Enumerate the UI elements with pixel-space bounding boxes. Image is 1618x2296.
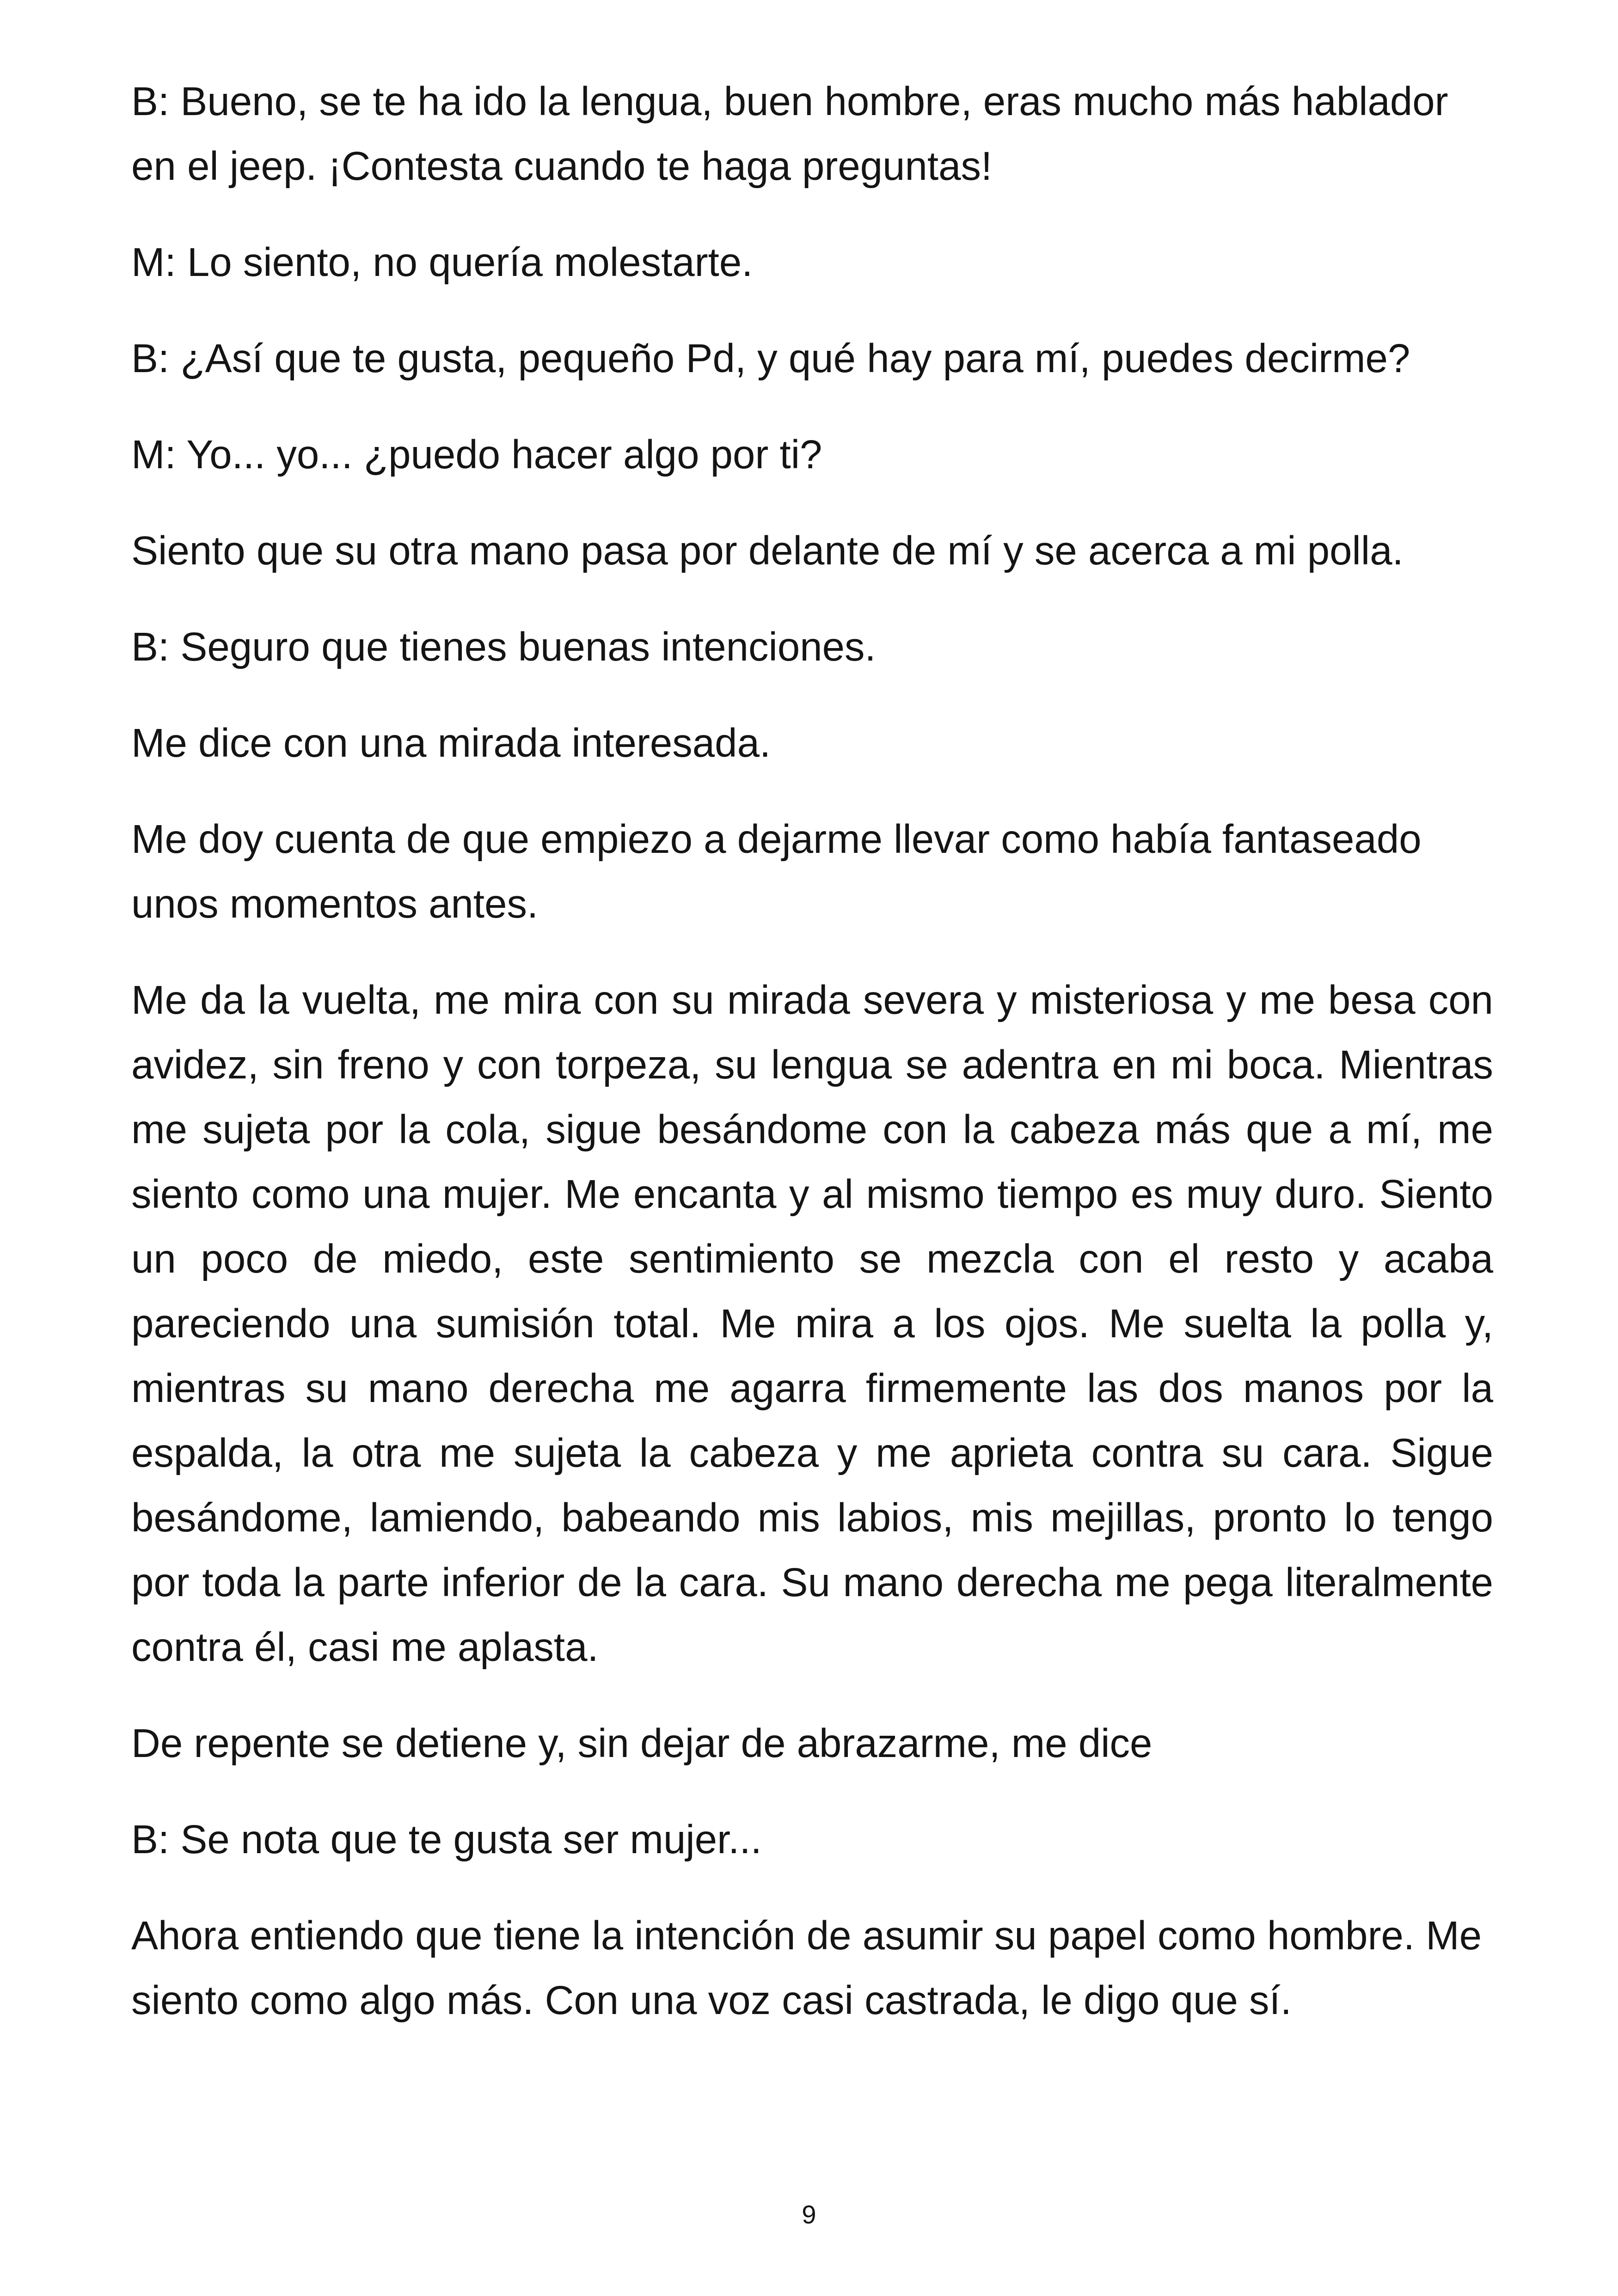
paragraph-dialogue-m-2: M: Yo... yo... ¿puedo hacer algo por ti?: [131, 432, 822, 477]
paragraph-narration-2: Me dice con una mirada interesada.: [131, 721, 771, 765]
paragraph-narration-1: Siento que su otra mano pasa por delante de mí y se acerca a mi polla.: [131, 528, 1403, 573]
paragraph-narration-4: De repente se detiene y, sin dejar de abrazarme, me dice: [131, 1721, 1152, 1766]
paragraph-dialogue-m-1: M: Lo siento, no quería molestarte.: [131, 240, 753, 285]
paragraph-narration-5: Ahora entiendo que tiene la intención de asumir su papel como hombre. Me siento como algo más. Con una voz casi castrada, le digo que sí.: [131, 1913, 1482, 2023]
body-text: [131, 69, 1493, 2064]
paragraph-narration-long: Me da la vuelta, me mira con su mirada severa y misteriosa y me besa con avidez, sin freno y con torpeza, su lengua se adentra en mi boca. Mientras me sujeta por la cola, sigue besándome con la cabeza más que a mí, me siento como una mujer. Me encanta y al mismo tiempo es muy duro. Siento un poco de miedo, este sentimiento se mezcla con el resto y acaba pareciendo una sumisión total. Me mira a los ojos. Me suelta la polla y, mientras su mano derecha me agarra firmemente las dos manos por la espalda, la otra me sujeta la cabeza y me aprieta contra su cara. Sigue besándome, lamiendo, babeando mis labios, mis mejillas, pronto lo tengo por toda la parte inferior de la cara. Su mano derecha me pega literalmente contra él, casi me aplasta.: [131, 978, 1493, 1670]
paragraph-dialogue-b-2: B: ¿Así que te gusta, pequeño Pd, y qué hay para mí, puedes decirme?: [131, 336, 1410, 381]
paragraph-dialogue-b-4: B: Se nota que te gusta ser mujer...: [131, 1817, 762, 1862]
paragraph-narration-3: Me doy cuenta de que empiezo a dejarme llevar como había fantaseado unos momentos antes.: [131, 817, 1422, 926]
paragraph-dialogue-b-1: B: Bueno, se te ha ido la lengua, buen hombre, eras mucho más hablador en el jeep. ¡Contesta cuando te haga preguntas!: [131, 79, 1448, 189]
page-number: 9: [802, 2200, 816, 2229]
paragraph-dialogue-b-3: B: Seguro que tienes buenas intenciones.: [131, 625, 876, 669]
